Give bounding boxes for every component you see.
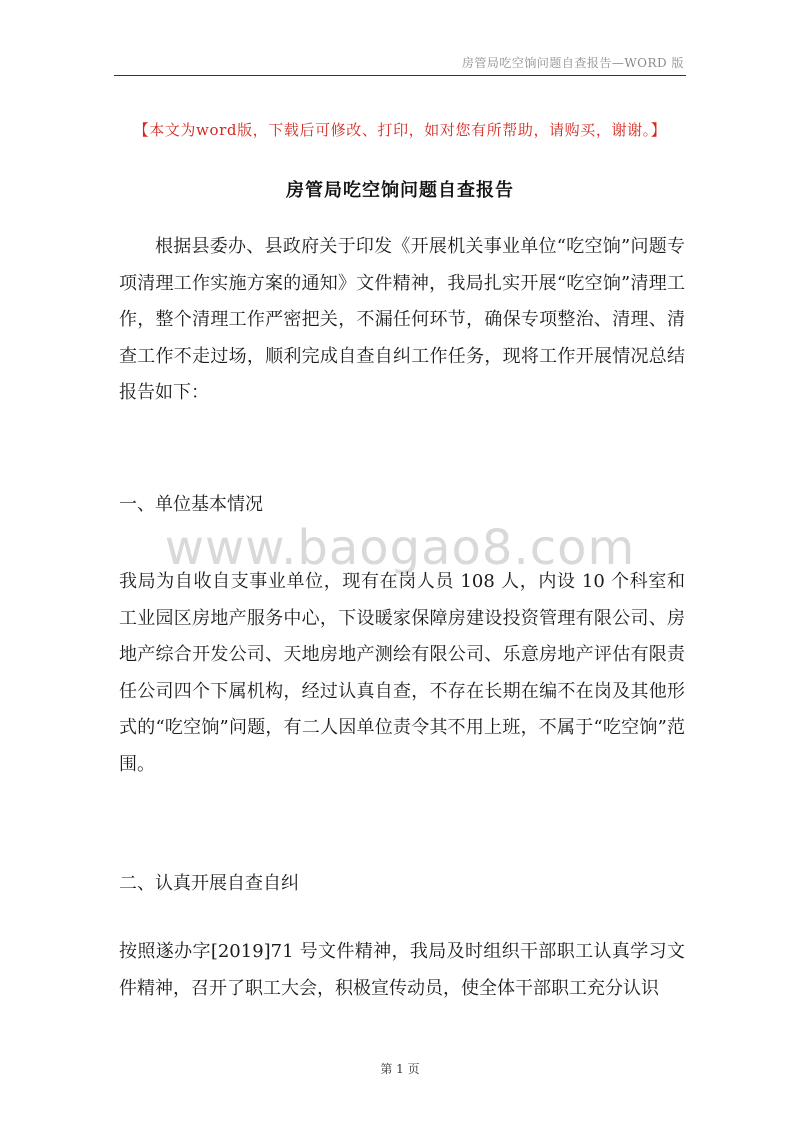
intro-paragraph: 根据县委办、县政府关于印发《开展机关事业单位“吃空饷”问题专项清理工作实施方案的通知》文件精神，我局扎实开展“吃空饷”清理工作，整个清理工作严密把关，不漏任何环节，确保专项整治、清理、清查工作不走过场，顺利完成自查自纠工作任务，现将工作开展情况总结报告如下： bbox=[119, 236, 685, 403]
running-header: 房管局吃空饷问题自查报告—WORD 版 bbox=[461, 56, 684, 70]
document-title: 房管局吃空饷问题自查报告 bbox=[286, 180, 514, 201]
header-divider bbox=[114, 75, 686, 76]
download-notice: 【本文为word版，下载后可修改、打印，如对您有所帮助，请购买，谢谢。】 bbox=[133, 121, 667, 139]
watermark: www.baogao8.com bbox=[164, 520, 636, 576]
section-2-paragraph: 按照遂办字[2019]71 号文件精神，我局及时组织干部职工认真学习文件精神，召开了职工大会，积极宣传动员，使全体干部职工充分认识 bbox=[119, 941, 685, 999]
page-number: 第 1 页 bbox=[380, 1062, 420, 1076]
section-1-paragraph: 我局为自收自支事业单位，现有在岗人员 108 人，内设 10 个科室和工业园区房地产服务中心，下设暖家保障房建设投资管理有限公司、房地产综合开发公司、天地房地产测绘有限公司、乐意房地产评估有限责任公司四个下属机构，经过认真自查，不存在长期在编不在岗及其他形式的“吃空饷”问题，有二人因单位责令其不用上班，不属于“吃空饷”范围。 bbox=[119, 571, 685, 775]
section-heading-2: 二、认真开展自查自纠 bbox=[119, 873, 299, 894]
section-heading-1: 一、单位基本情况 bbox=[119, 494, 263, 515]
